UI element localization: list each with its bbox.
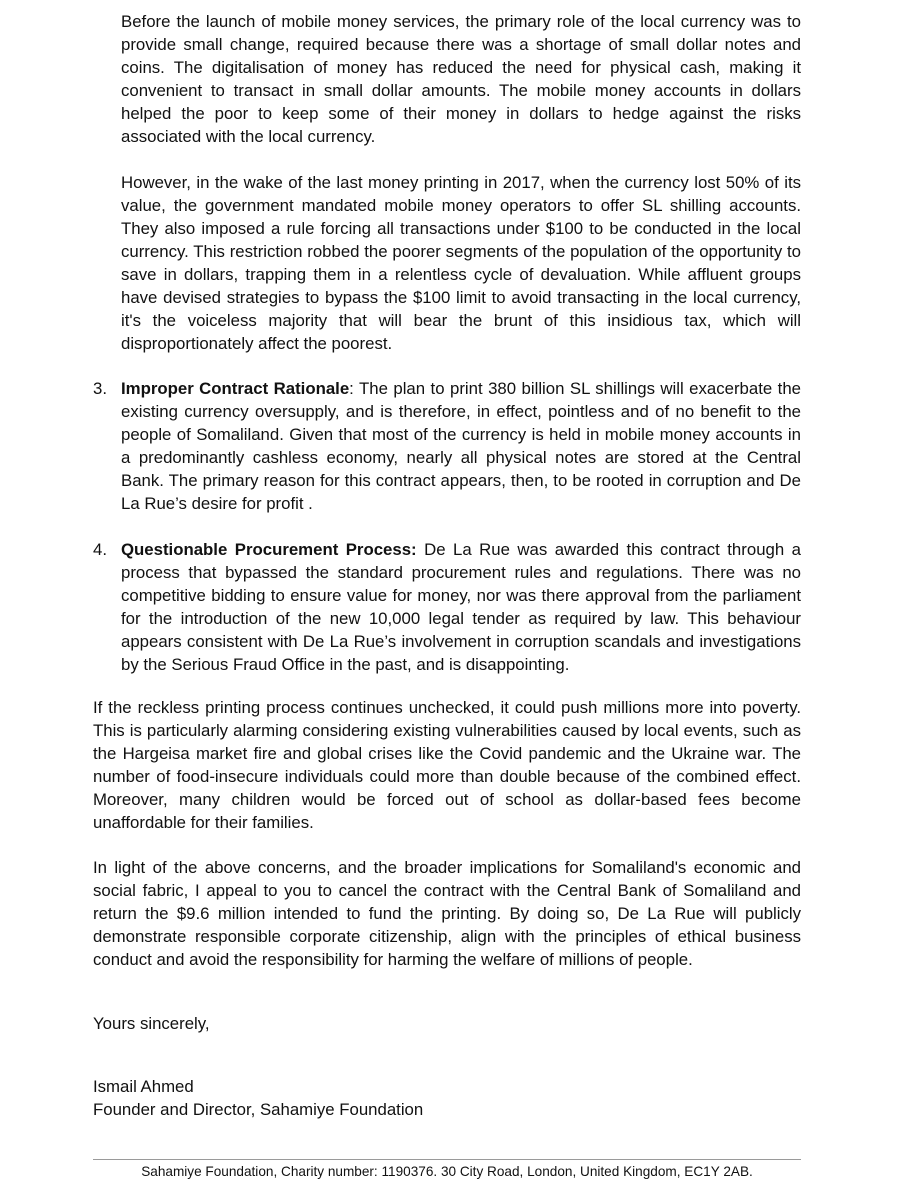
footer-divider [93,1159,801,1160]
list-item-text: : The plan to print 380 billion SL shillings will exacerbate the existing currency oversupply, and is therefore, in effect, pointless and of no benefit to the people of Somaliland. Given that most of the currency is held in mobile money accounts in a predominantly cashless economy, nearly all physical notes are stored at the Central Bank. The primary reason for this contract appears, then, to be rooted in corruption and De La Rue’s desire for profit . [121,379,801,513]
list-item-body [121,377,801,515]
signatory-title: Founder and Director, Sahamiye Foundation [93,1100,424,1119]
list-item-heading: Improper Contract Rationale [121,379,350,398]
list-item-heading: Questionable Procurement Process: [121,540,417,559]
paragraph-mobile-money-background: Before the launch of mobile money services, the primary role of the local currency was to provide small change, required because there was a shortage of small dollar notes and coins. The digitalisation of money has reduced the need for physical cash, making it convenient to transact in small dollar amounts. The mobile money accounts in dollars helped the poor to keep some of their money in dollars to hedge against the risks associated with the local currency. [121,12,801,146]
list-number: 4. [93,540,107,559]
list-item-text: De La Rue was awarded this contract through a process that bypassed the standard procurement rules and regulations. There was no competitive bidding to ensure value for money, nor was there approval from the parliament for the introduction of the new 10,000 legal tender as required by law. This behaviour appears consistent with De La Rue’s involvement in corruption scandals and investigations by the Serious Fraud Office in the past, and is disappointing. [121,540,801,674]
list-number: 3. [93,379,107,398]
footer-charity-info: Sahamiye Foundation, Charity number: 1190376. 30 City Road, London, United Kingdom, EC1Y 2AB. [141,1164,753,1179]
list-item-body [121,538,801,676]
paragraph-2017-printing: However, in the wake of the last money printing in 2017, when the currency lost 50% of its value, the government mandated mobile money operators to offer SL shilling accounts. They also imposed a rule forcing all transactions under $100 to be conducted in the local currency. This restriction robbed the poorer segments of the population of the opportunity to save in dollars, trapping them in a relentless cycle of devaluation. While affluent groups have devised strategies to bypass the $100 limit to avoid transacting in the local currency, it's the voiceless majority that will bear the brunt of this insidious tax, which will disproportionately affect the poorest. [121,173,801,353]
closing-salutation: Yours sincerely, [93,1014,210,1033]
paragraph-poverty-impact: If the reckless printing process continues unchecked, it could push millions more into poverty. This is particularly alarming considering existing vulnerabilities caused by local events, such as the Hargeisa market fire and global crises like the Covid pandemic and the Ukraine war. The number of food-insecure individuals could more than double because of the combined effect. Moreover, many children would be forced out of school as dollar-based fees become unaffordable for their families. [93,698,801,832]
paragraph-appeal: In light of the above concerns, and the broader implications for Somaliland's economic and social fabric, I appeal to you to cancel the contract with the Central Bank of Somaliland and return the $9.6 million intended to fund the printing. By doing so, De La Rue will publicly demonstrate responsible corporate citizenship, align with the principles of ethical business conduct and avoid the responsibility for harming the welfare of millions of people. [93,858,801,969]
signatory-name: Ismail Ahmed [93,1077,194,1096]
